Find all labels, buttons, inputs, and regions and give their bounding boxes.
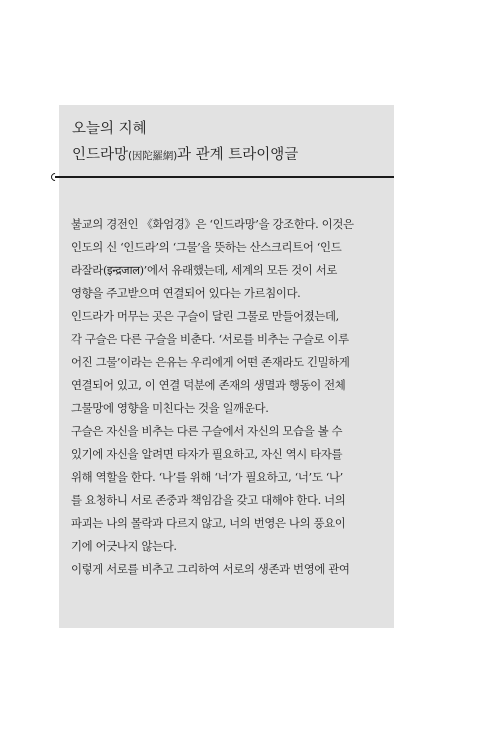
text-line: 이렇게 서로를 비추고 그리하여 서로의 생존과 번영에 관여: [71, 562, 350, 576]
text-line: 위해 역할을 한다. ‘나’를 위해 ‘너’가 필요하고, ‘너’도 ‘나’: [71, 470, 343, 484]
text-line: 인드라가 머무는 곳은 구슬이 달린 그물로 만들어졌는데,: [71, 309, 339, 323]
title-divider: [55, 176, 394, 178]
article-header: [72, 118, 382, 167]
text-line: 각 구슬은 다른 구슬을 비춘다. ‘서로를 비추는 구슬로 이루: [71, 332, 349, 346]
text-line: 라잘라(इन्द्रजाल)’에서 유래했는데, 세계의 모든 것이 서로: [71, 263, 338, 277]
title-main: 인드라망: [72, 147, 129, 163]
text-line: 영향을 주고받으며 연결되어 있다는 가르침이다.: [71, 286, 301, 300]
text-line: 연결되어 있고, 이 연결 덕분에 존재의 생멸과 행동이 전체: [71, 378, 346, 392]
text-line: 기에 어긋나지 않는다.: [71, 539, 177, 553]
paragraph: [71, 558, 383, 581]
text-line: 를 요청하니 서로 존중과 책임감을 갖고 대해야 한다. 너의: [71, 493, 346, 507]
text-line: 어진 그물’이라는 은유는 우리에게 어떤 존재라도 긴밀하게: [71, 355, 350, 369]
article-title: [72, 144, 382, 167]
section-label: 오늘의 지혜: [72, 121, 147, 137]
text-line: 인도의 신 ‘인드라’의 ‘그물’을 뜻하는 산스크리트어 ‘인드: [71, 240, 342, 254]
paragraph: [71, 420, 383, 558]
text-line: 구슬은 자신을 비추는 다른 구슬에서 자신의 모습을 볼 수: [71, 424, 343, 438]
paragraph: [71, 213, 383, 305]
title-hanja: (因陀羅網): [128, 150, 178, 162]
text-line: 그물망에 영향을 미친다는 것을 일깨운다.: [71, 401, 269, 415]
paragraph: [71, 305, 383, 420]
text-line: 불교의 경전인 《화엄경》은 ‘인드라망’을 강조한다. 이것은: [71, 217, 354, 231]
article-body: [71, 213, 383, 581]
text-line: 있기에 자신을 알려면 타자가 필요하고, 자신 역시 타자를: [71, 447, 343, 461]
text-line: 파괴는 나의 몰락과 다르지 않고, 너의 번영은 나의 풍요이: [71, 516, 346, 530]
title-rest: 과 관계 트라이앵글: [177, 147, 299, 163]
